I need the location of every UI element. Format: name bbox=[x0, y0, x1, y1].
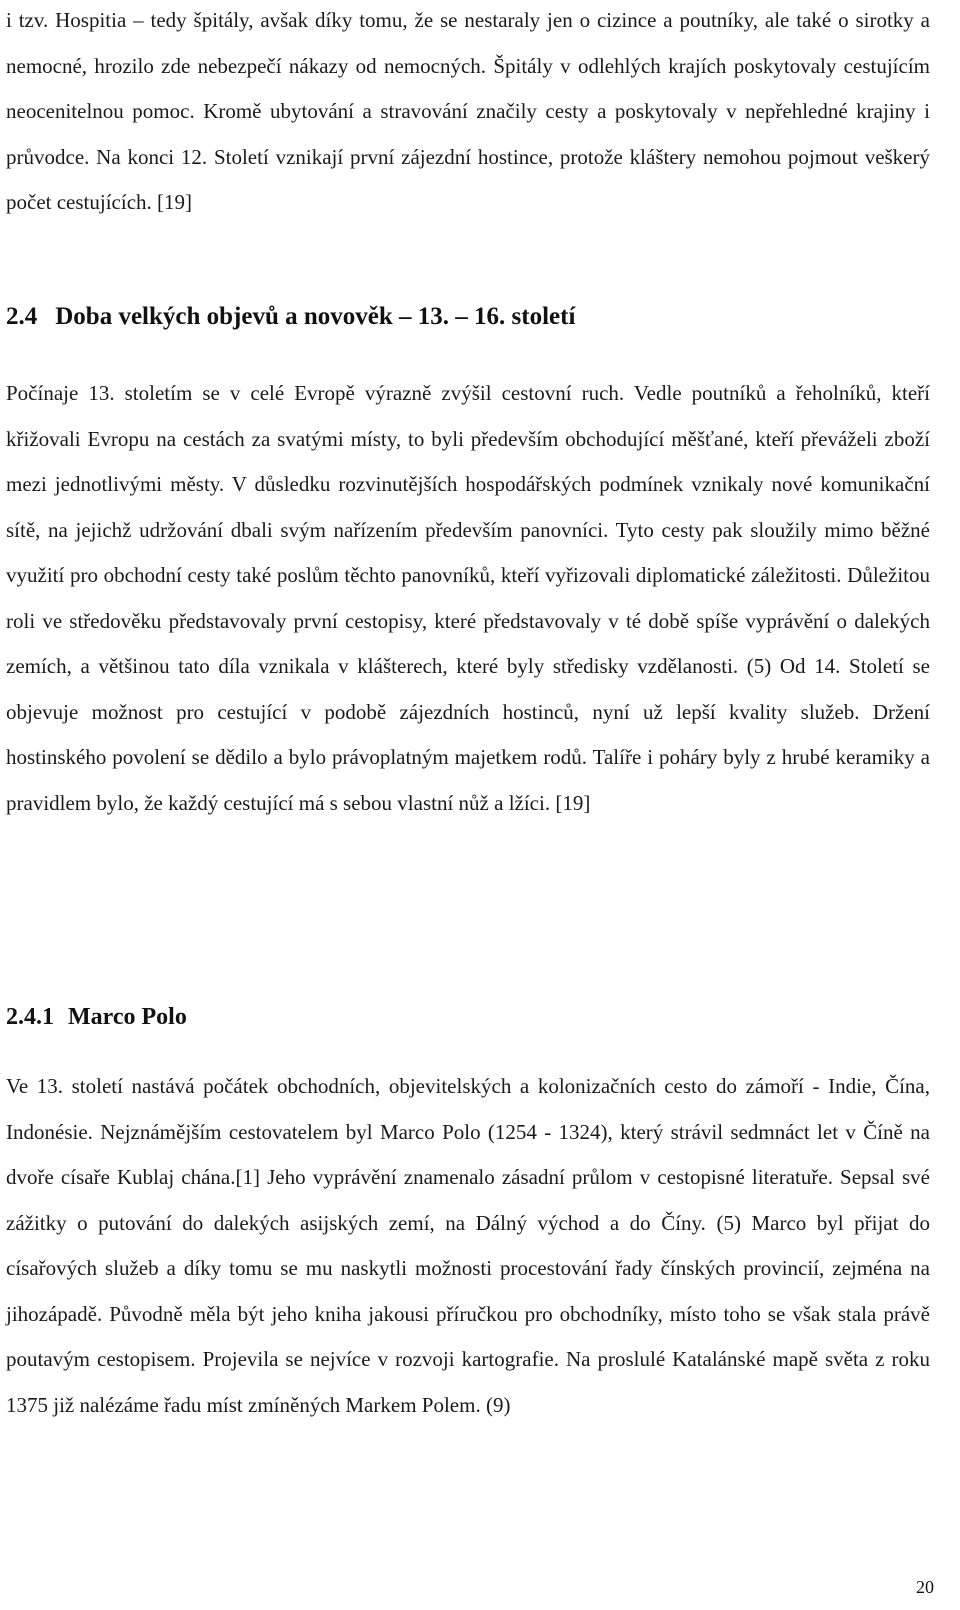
subsection-heading bbox=[6, 1004, 187, 1031]
paragraph-age-of-discovery: Počínaje 13. stoletím se v celé Evropě výrazně zvýšil cestovní ruch. Vedle poutníků a řeholníků, kteří křižovali Evropu na cestách za svatými místy, to byli především obchodující měšťané, kteří převáželi zboží mezi jednotlivými městy. V důsledku rozvinutějších hospodářských podmínek vznikaly nové komunikační sítě, na jejichž udržování dbali svým nařízením především panovníci. Tyto cesty pak sloužily mimo běžné využití pro obchodní cesty také poslům těchto panovníků, kteří vyřizovali diplomatické záležitosti. Důležitou roli ve středověku představovaly první cestopisy, které představovaly v té době spíše vyprávění o dalekých zemích, a většinou tato díla vznikala v klášterech, které byly středisky vzdělanosti. (5) Od 14. Století se objevuje možnost pro cestující v podobě zájezdních hostinců, nyní už lepší kvality služeb. Držení hostinského povolení se dědilo a bylo právoplatným majetkem rodů. Talíře i poháry byly z hrubé keramiky a pravidlem bylo, že každý cestující má s sebou vlastní nůž a lžíci. [19] bbox=[6, 381, 930, 815]
section-number: 2.4 bbox=[6, 303, 38, 330]
subsection-title: Marco Polo bbox=[68, 1004, 187, 1030]
section-title: Doba velkých objevů a novověk – 13. – 16. století bbox=[55, 303, 576, 330]
paragraph-hospitia: i tzv. Hospitia – tedy špitály, avšak díky tomu, že se nestaraly jen o cizince a poutníky, ale také o sirotky a nemocné, hrozilo zde nebezpečí nákazy od nemocných. Špitály v odlehlých krajích poskytovaly cestujícím neocenitelnou pomoc. Kromě ubytování a stravování značily cesty a poskytovaly v nepřehledné krajiny i průvodce. Na konci 12. Století vznikají první zájezdní hostince, protože kláštery nemohou pojmout veškerý počet cestujících. [19] bbox=[6, 8, 930, 214]
paragraph-marco-polo: Ve 13. století nastává počátek obchodních, objevitelských a kolonizačních cesto do zámoří - Indie, Čína, Indonésie. Nejznámějším cestovatelem byl Marco Polo (1254 - 1324), který strávil sedmnáct let v Číně na dvoře císaře Kublaj chána.[1] Jeho vyprávění znamenalo zásadní průlom v cestopisné literatuře. Sepsal své zážitky o putování do dalekých asijských zemí, na Dálný východ a do Číny. (5) Marco byl přijat do císařových služeb a díky tomu se mu naskytli možnosti procestování řady čínských provincií, zejména na jihozápadě. Původně měla být jeho kniha jakousi příručkou pro obchodníky, místo toho se však stala právě poutavým cestopisem. Projevila se nejvíce v rozvoji kartografie. Na proslulé Katalánské mapě světa z roku 1375 již nalézáme řadu míst zmíněných Markem Polem. (9) bbox=[6, 1074, 930, 1417]
section-heading bbox=[6, 303, 575, 331]
subsection-number: 2.4.1 bbox=[6, 1004, 54, 1030]
page-number: 20 bbox=[916, 1577, 934, 1597]
